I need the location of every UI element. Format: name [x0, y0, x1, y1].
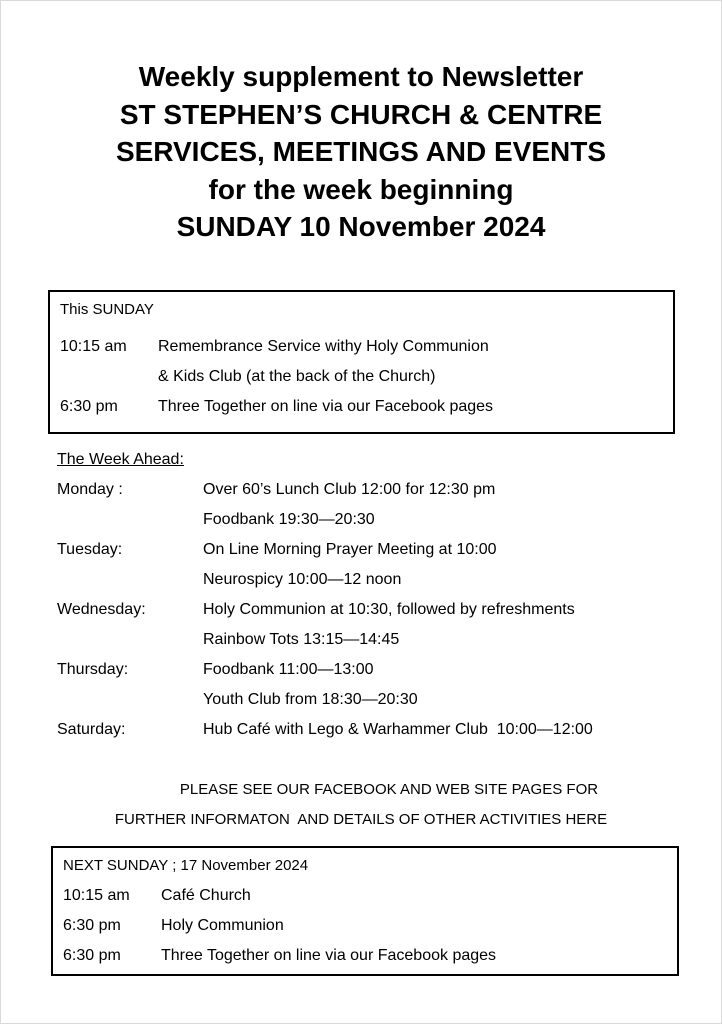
- week-ahead-event: Foodbank 11:00—13:00: [203, 661, 374, 678]
- this-sunday-row-text: & Kids Club (at the back of the Church): [158, 368, 436, 385]
- week-ahead-title: The Week Ahead:: [57, 451, 184, 468]
- next-sunday-row-time: 6:30 pm: [63, 947, 121, 964]
- this-sunday-row-text: Three Together on line via our Facebook pages: [158, 398, 494, 415]
- week-ahead-event: Rainbow Tots 13:15—14:45: [203, 631, 400, 648]
- week-ahead-day: Tuesday:: [57, 541, 123, 558]
- notice-line-2: FURTHER INFORMATON AND DETAILS OF OTHER ACTIVITIES HERE: [114, 811, 608, 828]
- week-ahead-event: Hub Café with Lego & Warhammer Club 10:00—12:00: [203, 721, 593, 738]
- heading-line-supplement: Weekly supplement to Newsletter: [138, 61, 584, 92]
- next-sunday-row-time: 10:15 am: [63, 887, 130, 904]
- week-ahead-event: Youth Club from 18:30—20:30: [203, 691, 418, 708]
- notice-line-1: PLEASE SEE OUR FACEBOOK AND WEB SITE PAGES FOR: [179, 781, 599, 798]
- week-ahead-event: Foodbank 19:30—20:30: [203, 511, 375, 528]
- week-ahead-event: Over 60’s Lunch Club 12:00 for 12:30 pm: [203, 481, 496, 498]
- week-ahead-event: On Line Morning Prayer Meeting at 10:00: [203, 541, 497, 558]
- next-sunday-title: NEXT SUNDAY ; 17 November 2024: [63, 857, 309, 874]
- week-ahead-day: Monday :: [57, 481, 123, 498]
- heading-line-church-name: ST STEPHEN’S CHURCH & CENTRE: [119, 98, 603, 130]
- week-ahead-day: Saturday:: [57, 721, 126, 738]
- next-sunday-row-text: Holy Communion: [161, 917, 284, 934]
- next-sunday-row-time: 6:30 pm: [63, 917, 121, 934]
- heading-line-week-beginning: for the week beginning: [208, 173, 514, 205]
- heading-line-services: SERVICES, MEETINGS AND EVENTS: [115, 136, 607, 167]
- next-sunday-row-text: Three Together on line via our Facebook pages: [161, 947, 497, 964]
- week-ahead-day: Thursday:: [57, 661, 129, 678]
- page-heading: [0, 58, 722, 246]
- week-ahead-event: Neurospicy 10:00—12 noon: [203, 571, 402, 588]
- week-ahead-day: Wednesday:: [57, 601, 146, 618]
- this-sunday-title: This SUNDAY: [60, 301, 154, 318]
- week-ahead-event: Holy Communion at 10:30, followed by refreshments: [203, 601, 575, 618]
- this-sunday-row-time: 6:30 pm: [60, 398, 118, 415]
- next-sunday-row-text: Café Church: [161, 887, 251, 904]
- this-sunday-row-text: Remembrance Service withy Holy Communion: [158, 338, 489, 355]
- heading-line-date: SUNDAY 10 November 2024: [176, 211, 546, 242]
- this-sunday-row-time: 10:15 am: [60, 338, 127, 355]
